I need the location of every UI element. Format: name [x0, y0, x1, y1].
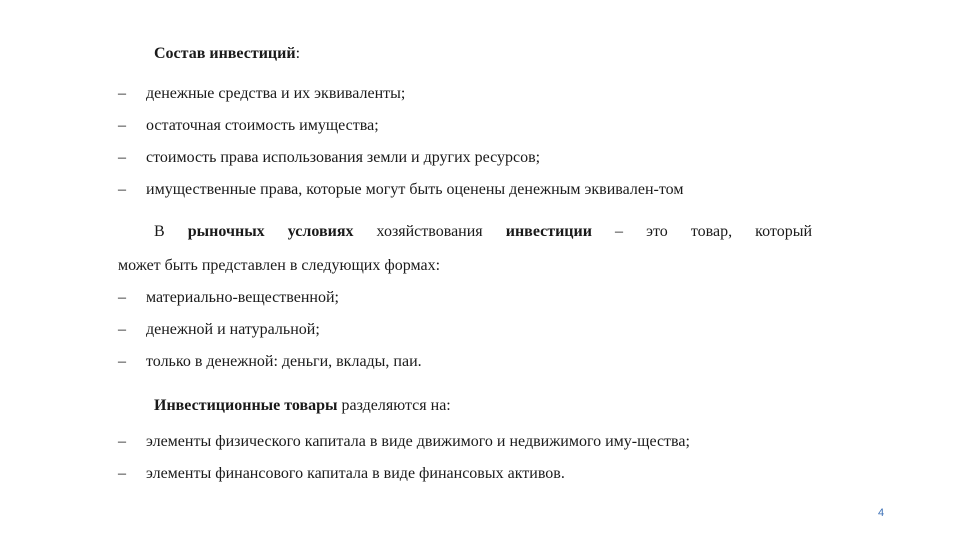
paragraph-word: который: [755, 223, 812, 240]
section1-heading: [154, 44, 300, 64]
bullet-dash: –: [118, 465, 126, 482]
paragraph-word: –: [615, 223, 624, 240]
bullet-dash: –: [118, 117, 126, 134]
paragraph-word: это: [646, 223, 668, 240]
bullet-dash: –: [118, 85, 126, 102]
bullet-dash: –: [118, 321, 126, 338]
bullet-dash: –: [118, 149, 126, 166]
list-item-text: только в денежной: деньги, вклады, паи.: [146, 353, 422, 370]
list-item-text: денежной и натуральной;: [146, 321, 320, 338]
list-item-text: стоимость права использования земли и других ресурсов;: [146, 149, 541, 166]
page-number: 4: [878, 507, 885, 519]
bullet-dash: –: [118, 181, 126, 198]
bullet-dash: –: [118, 289, 126, 306]
list-item-text: элементы физического капитала в виде движимого и недвижимого иму-щества;: [146, 433, 690, 450]
bullet-dash: –: [118, 433, 126, 450]
paragraph-word: условиях: [287, 223, 354, 240]
paragraph-first-line: [118, 222, 812, 242]
section1-heading-tail: :: [295, 45, 301, 62]
list-item-text: денежные средства и их эквиваленты;: [146, 85, 406, 102]
section3-heading: [154, 396, 451, 416]
bullet-dash: –: [118, 353, 126, 370]
list-item-text: имущественные права, которые могут быть оценены денежным эквивален-том: [146, 181, 684, 198]
list-item-text: материально-вещественной;: [146, 289, 339, 306]
list-item-text: элементы финансового капитала в виде финансовых активов.: [146, 465, 565, 482]
paragraph-word: рыночных: [187, 223, 265, 240]
list-item-text: остаточная стоимость имущества;: [146, 117, 379, 134]
paragraph-word: инвестиции: [505, 223, 592, 240]
paragraph-word: В: [154, 223, 165, 240]
section3-heading-tail: разделяются на:: [337, 397, 451, 414]
section1-heading-bold: Состав инвестиций: [154, 45, 296, 62]
paragraph-word: хозяйствования: [376, 223, 483, 240]
section3-heading-bold: Инвестиционные товары: [154, 397, 338, 414]
paragraph-second-line: может быть представлен в следующих формах:: [118, 257, 441, 274]
paragraph-word: товар,: [690, 223, 733, 240]
